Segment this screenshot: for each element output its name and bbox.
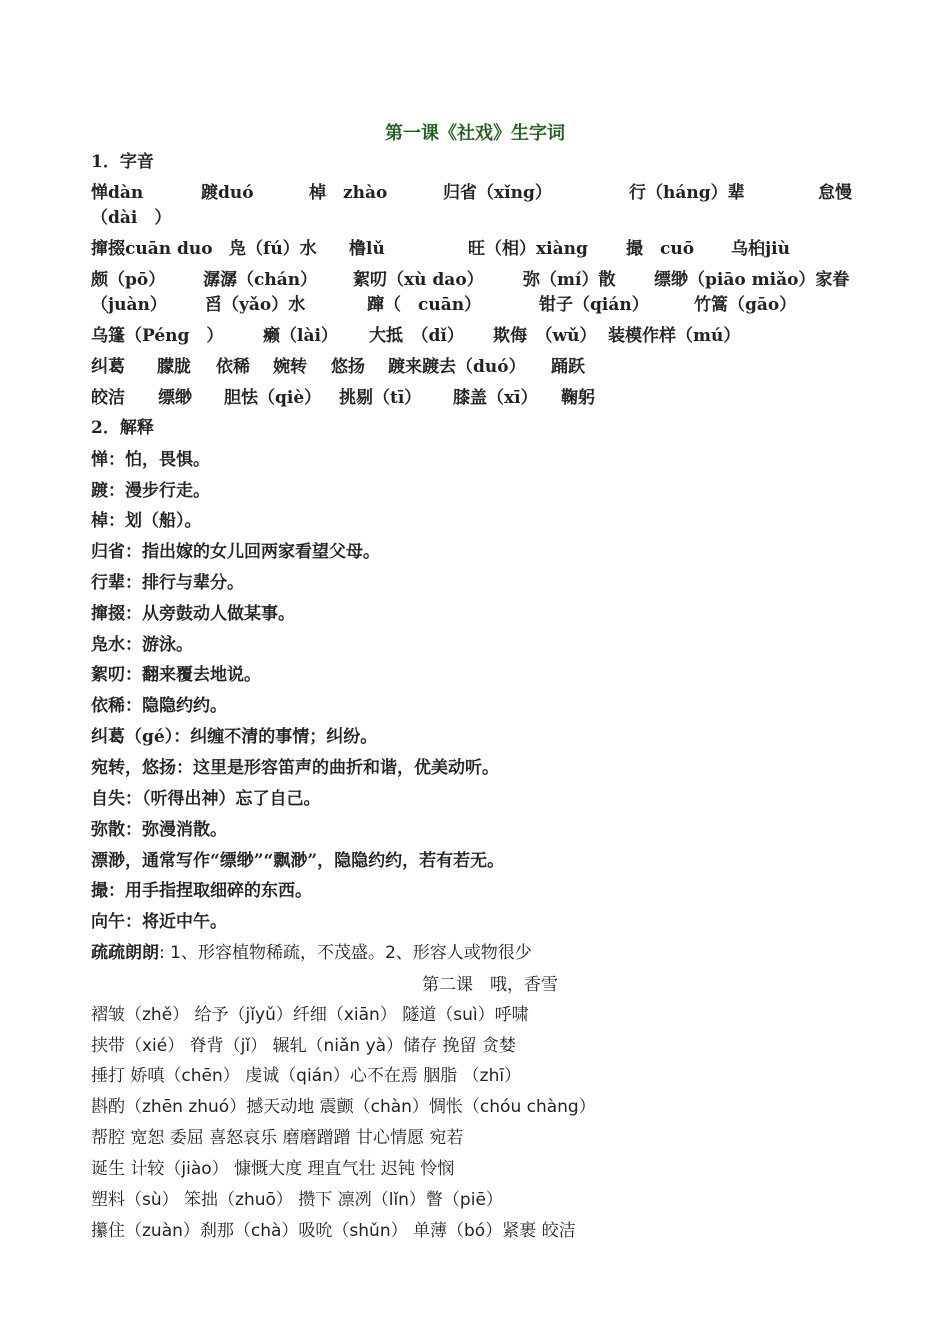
pron-item: 潺潺（chán）	[203, 270, 318, 290]
definition: 撮：用手指捏取细碎的东西。	[91, 881, 312, 901]
definition: 棹：划（船）。	[91, 511, 202, 531]
definition: 惮：怕，畏惧。	[91, 450, 210, 470]
pron-item: 钳子（qián）	[539, 295, 649, 315]
pron-item: 挑剔（tī）	[339, 388, 422, 408]
pron-item: 旺（相）xiàng	[468, 239, 588, 259]
pron-item: 蹿（ cuān）	[367, 295, 482, 315]
pron-item: 朦胧	[157, 357, 191, 377]
definition: 依稀：隐隐约约。	[91, 696, 227, 716]
pron-item: 乌桕jiù	[731, 239, 790, 259]
lesson2-row: 捶打 娇嗔（chēn） 虔诚（qián）心不在焉 胭脂 （zhī）	[91, 1066, 522, 1086]
pron-item: 踱来踱去（duó）	[388, 357, 526, 377]
lesson1-title: 第一课《社戏》生字词	[385, 123, 565, 144]
definition: 纠葛（gé）：纠缠不清的事情；纠纷。	[91, 727, 378, 747]
pron-item: 橹lǔ	[349, 239, 385, 259]
pron-item: （juàn）	[91, 295, 167, 315]
pron-item: （dài ）	[91, 208, 172, 228]
pron-item: 鞠躬	[561, 388, 595, 408]
pron-item: 踊跃	[551, 357, 585, 377]
lesson2-row: 攥住（zuàn）刹那（chà）吸吮（shǔn） 单薄（bó）紧裹 皎洁	[91, 1221, 576, 1241]
definition-text: : 1、形容植物稀疏，不茂盛。2、形容人或物很少	[159, 943, 532, 963]
pron-item: 悠扬	[331, 357, 365, 377]
section1-heading: 1．字音	[91, 152, 154, 172]
pron-item: 皎洁	[91, 388, 125, 408]
lesson2-title: 第二课 哦，香雪	[422, 975, 558, 995]
pron-item: 棹 zhào	[309, 183, 388, 203]
pron-item: 欺侮 （wǔ）	[493, 326, 597, 346]
lesson2-row: 帮腔 宽恕 委屈 喜怒哀乐 磨磨蹭蹭 甘心情愿 宛若	[91, 1128, 464, 1148]
definition: 絮叨：翻来覆去地说。	[91, 665, 261, 685]
pron-item: 颇（pō）	[91, 270, 166, 290]
lesson2-row: 斟酌（zhēn zhuó）撼天动地 震颤（chàn）惆怅（chóu chàng）	[91, 1097, 596, 1117]
pron-item: 惮dàn	[91, 183, 144, 203]
pron-item: 怠慢	[818, 183, 852, 203]
pron-item: 归省（xǐng）	[443, 183, 552, 203]
pron-item: 膝盖（xī）	[453, 388, 538, 408]
definition: 向午：将近中午。	[91, 912, 227, 932]
definition-term: 疏疏朗朗	[91, 943, 159, 963]
section2-heading: 2．解释	[91, 418, 154, 438]
pron-item: 絮叨（xù dao）	[353, 270, 484, 290]
definition-last	[91, 940, 860, 966]
pron-item: 踱duó	[201, 183, 254, 203]
pron-item: 行（háng）辈	[629, 183, 745, 203]
pron-item: 婉转	[273, 357, 307, 377]
pron-item: 撮 cuō	[626, 239, 695, 259]
definition: 撺掇：从旁鼓动人做某事。	[91, 604, 295, 624]
pron-item: 撺掇cuān duo	[91, 239, 213, 259]
pron-item: 装模作样（mú）	[608, 326, 741, 346]
definition: 归省：指出嫁的女儿回两家看望父母。	[91, 542, 380, 562]
definition: 行辈：排行与辈分。	[91, 573, 244, 593]
pron-item: 依稀	[216, 357, 250, 377]
pron-item: 舀（yǎo）水	[205, 295, 306, 315]
pron-item: 乌篷（Péng ）	[91, 326, 224, 346]
pron-item: 纠葛	[91, 357, 125, 377]
pron-item: 竹篙（gāo）	[694, 295, 797, 315]
pron-item: 癞（lài）	[263, 326, 338, 346]
definition: 踱：漫步行走。	[91, 481, 210, 501]
pron-item: 胆怯（qiè）	[224, 388, 322, 408]
pron-item: 大抵 （dǐ）	[369, 326, 464, 346]
pron-item: 缥缈	[158, 388, 192, 408]
pron-item: 缥缈（piāo miǎo）家眷	[654, 270, 850, 290]
lesson2-row: 诞生 计较（jiào） 慷慨大度 理直气壮 迟钝 怜悯	[91, 1159, 455, 1179]
definition: 凫水：游泳。	[91, 635, 193, 655]
definition: 宛转，悠扬：这里是形容笛声的曲折和谐，优美动听。	[91, 758, 499, 778]
lesson2-row: 褶皱（zhě） 给予（jǐyǔ）纤细（xiān） 隧道（suì）呼啸	[91, 1005, 529, 1025]
definition: 弥散：弥漫消散。	[91, 820, 227, 840]
lesson2-row: 塑料（sù） 笨拙（zhuō） 攒下 凛冽（lǐn）瞥（piē）	[91, 1190, 503, 1210]
definition: 漂渺，通常写作“缥缈”“飘渺”，隐隐约约，若有若无。	[91, 851, 505, 871]
pron-item: 弥（mí）散	[523, 270, 616, 290]
pron-item: 凫（fú）水	[229, 239, 317, 259]
definition: 自失：（听得出神）忘了自己。	[91, 789, 321, 809]
lesson2-row: 挟带（xié） 脊背（jǐ） 辗轧（niǎn yà）储存 挽留 贪婪	[91, 1036, 516, 1056]
